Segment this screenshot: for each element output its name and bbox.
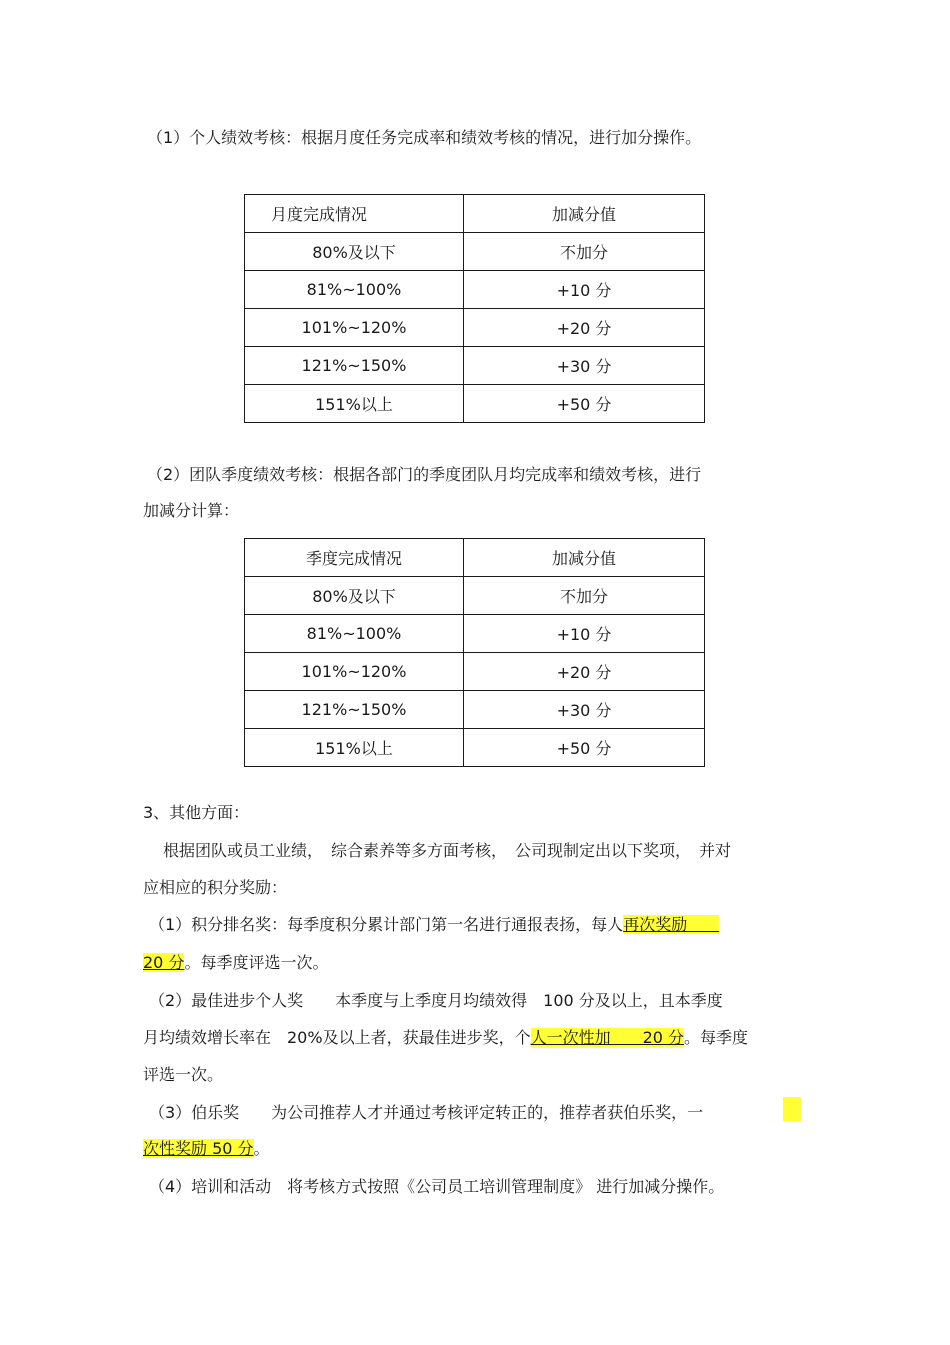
table-cell: 121%~150%: [245, 691, 464, 729]
table-cell: 101%~120%: [245, 309, 464, 347]
table-row: [245, 309, 705, 347]
table-row: [245, 271, 705, 309]
table-cell: 80%及以下: [245, 233, 464, 271]
item1-line1: [149, 912, 719, 935]
section2-heading-cont: 加减分计算：: [143, 501, 240, 520]
table-cell: 不加分: [464, 233, 705, 271]
table-row: [245, 347, 705, 385]
item2-line2: [143, 1025, 748, 1048]
table-cell: 81%~100%: [245, 615, 464, 653]
table-header-row: [245, 195, 705, 233]
item1-text-end: 。每季度评选一次。: [184, 953, 329, 972]
item2-highlight: 人一次性加 20 分: [530, 1028, 685, 1047]
column-header: 加减分值: [464, 195, 705, 233]
item2-line1: （2）最佳进步个人奖 本季度与上季度月均绩效得 100 分及以上，且本季度: [149, 991, 723, 1010]
item2-line3: 评选一次。: [143, 1065, 224, 1084]
section3-intro: 根据团队或员工业绩， 综合素养等多方面考核， 公司现制定出以下奖项， 并对: [163, 841, 732, 860]
item1-text: （1）积分排名奖：每季度积分累计部门第一名进行通报表扬，每人: [149, 915, 624, 934]
table-cell: +10 分: [464, 615, 705, 653]
column-header: 月度完成情况: [245, 195, 464, 233]
table-cell: 101%~120%: [245, 653, 464, 691]
highlight-mark: [783, 1097, 801, 1121]
table-header-row: [245, 539, 705, 577]
table-row: [245, 615, 705, 653]
table-cell: 151%以上: [245, 385, 464, 423]
section3-intro-cont: 应相应的积分奖励：: [143, 878, 288, 897]
table-row: [245, 385, 705, 423]
quarterly-score-table: [244, 538, 705, 767]
item4-line1: （4）培训和活动 将考核方式按照《公司员工培训管理制度》 进行加减分操作。: [149, 1177, 725, 1196]
table-cell: +50 分: [464, 385, 705, 423]
table-cell: 不加分: [464, 577, 705, 615]
table-row: [245, 233, 705, 271]
item2-text-end: 。每季度: [684, 1028, 749, 1047]
table-cell: 151%以上: [245, 729, 464, 767]
item1-line2: [143, 950, 328, 973]
table-cell: +30 分: [464, 347, 705, 385]
item1-highlight-points: 20 分: [143, 953, 185, 972]
table-row: [245, 653, 705, 691]
table-row: [245, 691, 705, 729]
table-row: [245, 577, 705, 615]
table-cell: 80%及以下: [245, 577, 464, 615]
section2-heading: （2）团队季度绩效考核：根据各部门的季度团队月均完成率和绩效考核，进行: [147, 465, 702, 484]
table-row: [245, 729, 705, 767]
column-header: 季度完成情况: [245, 539, 464, 577]
table-cell: +10 分: [464, 271, 705, 309]
table-cell: 121%~150%: [245, 347, 464, 385]
monthly-score-table: [244, 194, 705, 423]
table-cell: +50 分: [464, 729, 705, 767]
column-header: 加减分值: [464, 539, 705, 577]
table-cell: +20 分: [464, 309, 705, 347]
item2-text: 月均绩效增长率在 20%及以上者，获最佳进步奖，个: [143, 1028, 531, 1047]
section1-heading: （1）个人绩效考核：根据月度任务完成率和绩效考核的情况，进行加分操作。: [147, 128, 702, 147]
table-cell: +20 分: [464, 653, 705, 691]
item3-line2: [143, 1136, 270, 1159]
section3-title: 3、其他方面：: [143, 803, 250, 822]
table-cell: +30 分: [464, 691, 705, 729]
item3-line1: （3）伯乐奖 为公司推荐人才并通过考核评定转正的，推荐者获伯乐奖，一: [149, 1103, 704, 1122]
item3-text-end: 。: [253, 1139, 270, 1158]
table-cell: 81%~100%: [245, 271, 464, 309]
item1-highlight: 再次奖励: [623, 915, 720, 934]
item3-highlight: 次性奖励 50 分: [143, 1139, 254, 1158]
